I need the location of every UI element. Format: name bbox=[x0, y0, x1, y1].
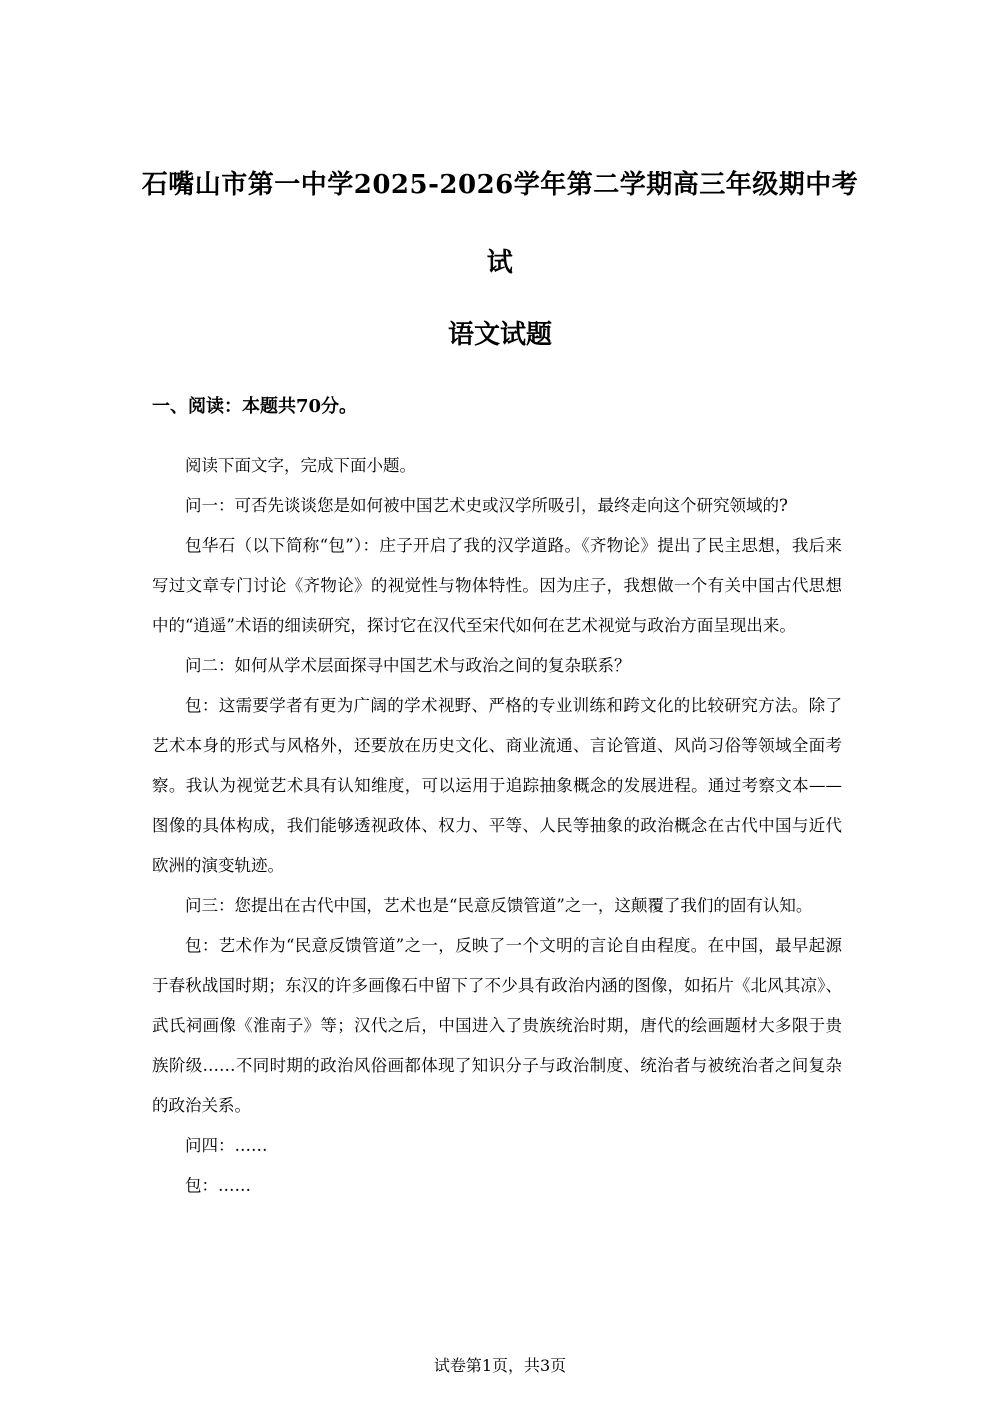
page-footer: 试卷第1页，共3页 bbox=[433, 1356, 567, 1375]
passage-paragraph: 包华石（以下简称“包”）：庄子开启了我的汉学道路。《齐物论》提出了民主思想，我后来写过文章专门讨论《齐物论》的视觉性与物体特性。因为庄子，我想做一个有关中国古代思想中的“逍遥”术语的细读研究，探讨它在汉代至宋代如何在艺术视觉与政治方面呈现出来。 bbox=[152, 536, 842, 635]
passage-paragraph: 问三：您提出在古代中国，艺术也是“民意反馈管道”之一，这颠覆了我们的固有认知。 bbox=[185, 896, 813, 915]
exam-subject-title: 语文试题 bbox=[447, 320, 552, 350]
passage-paragraph: 问四：…… bbox=[185, 1136, 268, 1155]
section-heading: 一、阅读：本题共70分。 bbox=[152, 396, 358, 417]
exam-title-line-1: 石嘴山市第一中学2025-2026学年第二学期高三年级期中考 bbox=[141, 170, 859, 200]
exam-title-line-2: 试 bbox=[486, 248, 514, 278]
passage-paragraph: 包：艺术作为“民意反馈管道”之一，反映了一个文明的言论自由程度。在中国，最早起源于春秋战国时期；东汉的许多画像石中留下了不少具有政治内涵的图像，如拓片《北风其凉》、武氏祠画像《淮南子》等；汉代之后，中国进入了贵族统治时期，唐代的绘画题材大多限于贵族阶级……不同时期的政治风俗画都体现了知识分子与政治制度、统治者与被统治者之间复杂的政治关系。 bbox=[152, 936, 842, 1115]
passage-paragraph: 问二：如何从学术层面探寻中国艺术与政治之间的复杂联系？ bbox=[185, 656, 631, 675]
passage-paragraph: 包：…… bbox=[185, 1176, 251, 1195]
passage-body bbox=[152, 446, 842, 1206]
passage-paragraph: 阅读下面文字，完成下面小题。 bbox=[185, 456, 416, 475]
passage-paragraph: 问一：可否先谈谈您是如何被中国艺术史或汉学所吸引，最终走向这个研究领域的? bbox=[185, 496, 788, 515]
passage-paragraph: 包：这需要学者有更为广阔的学术视野、严格的专业训练和跨文化的比较研究方法。除了艺术本身的形式与风格外，还要放在历史文化、商业流通、言论管道、风尚习俗等领域全面考察。我认为视觉艺术具有认知维度，可以运用于追踪抽象概念的发展进程。通过考察文本——图像的具体构成，我们能够透视政体、权力、平等、人民等抽象的政治概念在古代中国与近代欧洲的演变轨迹。 bbox=[152, 696, 842, 875]
